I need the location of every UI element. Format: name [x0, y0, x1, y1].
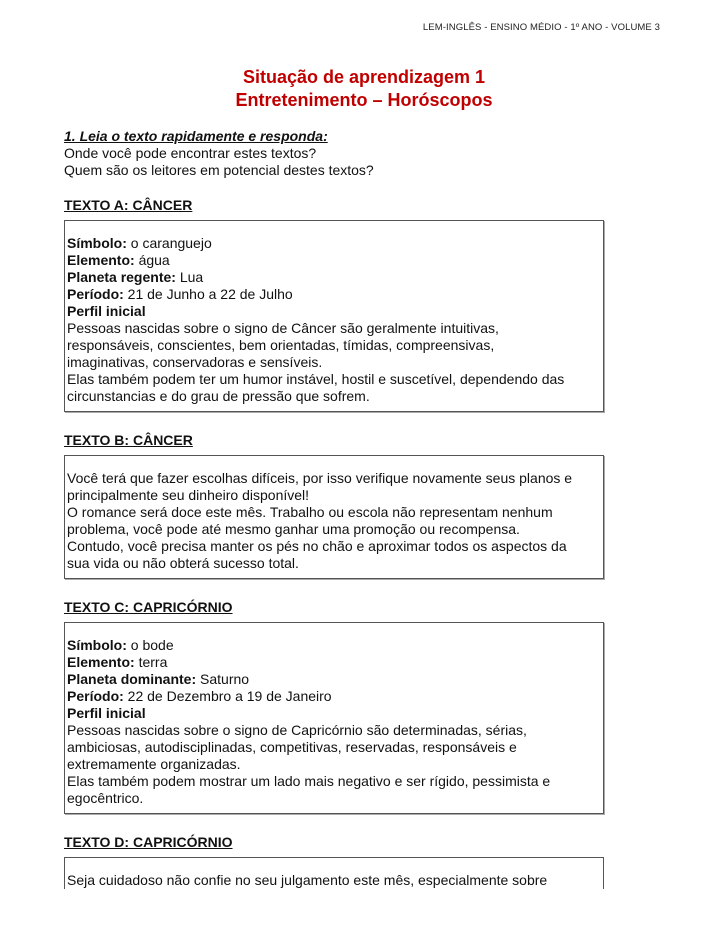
texto-b-line: sua vida ou não obterá sucesso total. [67, 555, 299, 571]
texto-d-box [64, 857, 604, 889]
texto-c-box [64, 622, 604, 814]
texto-c-heading: TEXTO C: CAPRICÓRNIO [64, 599, 233, 615]
periodo-label: Período: [67, 688, 124, 704]
texto-d-line: Seja cuidadoso não confie no seu julgamento este mês, especialmente sobre [67, 872, 548, 888]
periodo-value: 22 de Dezembro a 19 de Janeiro [123, 688, 332, 704]
question-title: 1. Leia o texto rapidamente e responda: [64, 128, 328, 144]
simbolo-value: o caranguejo [126, 235, 212, 251]
elemento-value: terra [134, 654, 168, 670]
page-title [0, 66, 728, 112]
texto-a-line: Elas também podem ter um humor instável, hostil e suscetível, dependendo das [67, 371, 565, 387]
texto-c-line: Elas também podem mostrar um lado mais negativo e ser rígido, pessimista e [67, 773, 551, 789]
elemento-value: água [134, 252, 170, 268]
planeta-label: Planeta regente: [67, 269, 176, 285]
periodo-label: Período: [67, 286, 124, 302]
question-line-2: Quem são os leitores em potencial destes textos? [64, 162, 374, 178]
elemento-label: Elemento: [67, 654, 135, 670]
texto-b-line: O romance será doce este mês. Trabalho ou escola não representam nenhum [67, 504, 553, 520]
planeta-value: Lua [175, 269, 204, 285]
texto-a-heading: TEXTO A: CÂNCER [64, 197, 193, 213]
texto-a-line: circunstancias e do grau de pressão que sofrem. [67, 388, 370, 404]
texto-a-box [64, 220, 604, 412]
simbolo-label: Símbolo: [67, 235, 127, 251]
texto-a-line: Pessoas nascidas sobre o signo de Câncer são geralmente intuitivas, [67, 320, 499, 336]
texto-b-line: principalmente seu dinheiro disponível! [67, 487, 310, 503]
texto-b-heading: TEXTO B: CÂNCER [64, 432, 193, 448]
texto-b-box [64, 455, 604, 579]
simbolo-value: o bode [126, 637, 174, 653]
title-line-2: Entretenimento – Horóscopos [235, 90, 493, 110]
texto-b-line: problema, você pode até mesmo ganhar uma promoção ou recompensa. [67, 521, 520, 537]
texto-c-line: ambiciosas, autodisciplinadas, competitivas, reservadas, responsáveis e [67, 739, 517, 755]
texto-a-line: responsáveis, conscientes, bem orientadas, tímidas, compreensivas, [67, 337, 495, 353]
texto-c-line: egocêntrico. [67, 790, 144, 806]
question-line-1: Onde você pode encontrar estes textos? [64, 145, 317, 161]
page-header: LEM-INGLÊS - ENSINO MÉDIO - 1º ANO - VOLUME 3 [422, 22, 660, 33]
texto-c-line: Pessoas nascidas sobre o signo de Capricórnio são determinadas, sérias, [67, 722, 527, 738]
perfil-label: Perfil inicial [67, 705, 146, 721]
texto-b-line: Contudo, você precisa manter os pés no chão e aproximar todos os aspectos da [67, 538, 567, 554]
texto-d-heading: TEXTO D: CAPRICÓRNIO [64, 834, 233, 850]
document-body [64, 128, 664, 889]
periodo-value: 21 de Junho a 22 de Julho [123, 286, 293, 302]
planeta-value: Saturno [196, 671, 250, 687]
title-line-1: Situação de aprendizagem 1 [242, 67, 486, 87]
simbolo-label: Símbolo: [67, 637, 127, 653]
perfil-label: Perfil inicial [67, 303, 146, 319]
texto-a-line: imaginativas, conservadoras e sensíveis. [67, 354, 323, 370]
texto-c-line: extremamente organizadas. [67, 756, 241, 772]
elemento-label: Elemento: [67, 252, 135, 268]
planeta-label: Planeta dominante: [67, 671, 197, 687]
texto-b-line: Você terá que fazer escolhas difíceis, por isso verifique novamente seus planos e [67, 470, 573, 486]
